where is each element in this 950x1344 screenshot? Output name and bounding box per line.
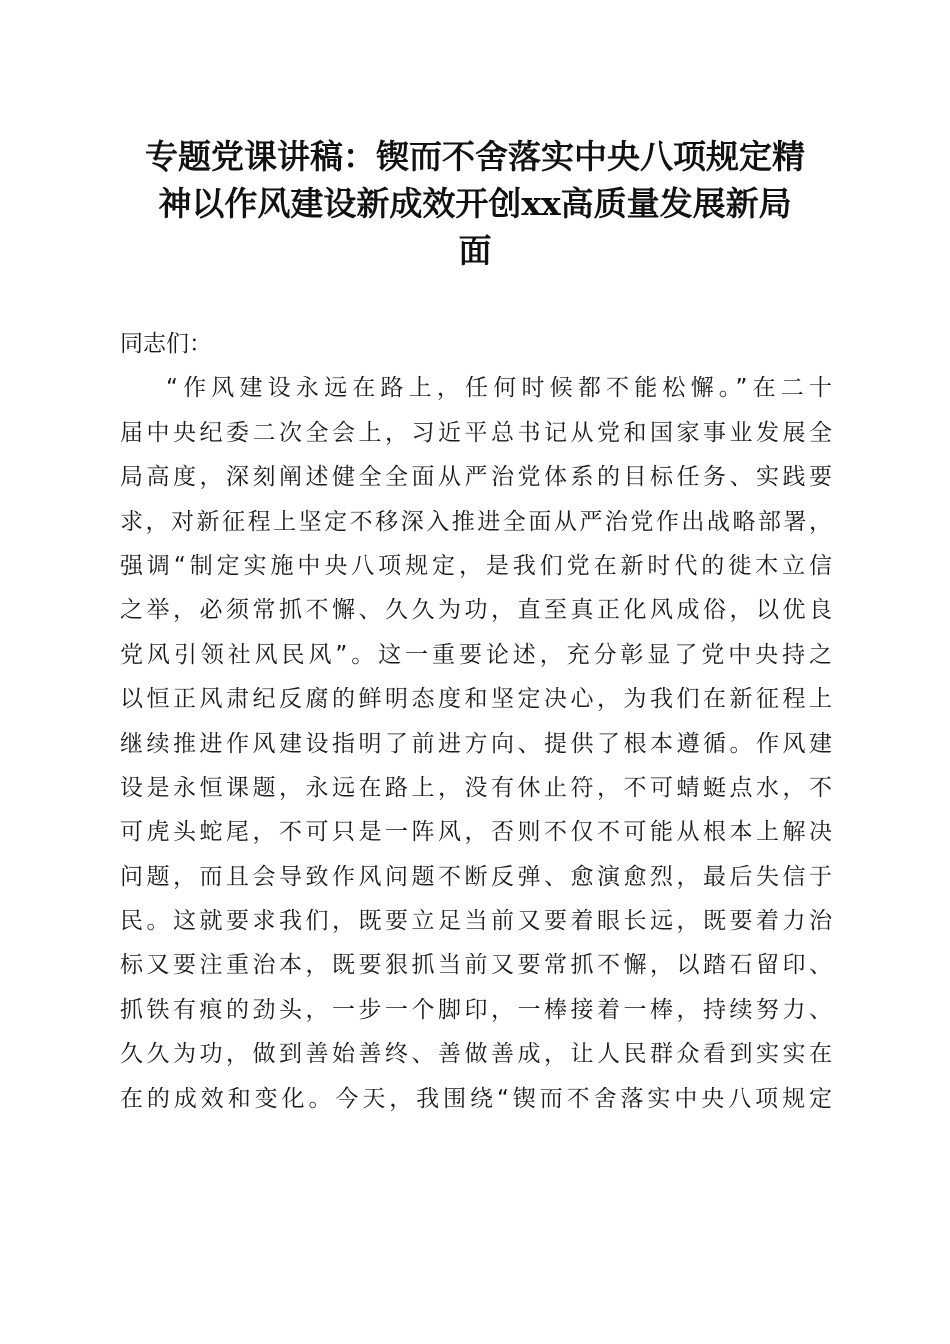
paragraph-line: 局高度，深刻阐述健全全面从严治党体系的目标任务、实践要 — [120, 464, 832, 491]
salutation: 同志们： — [120, 331, 212, 357]
paragraph-line: 之举，必须常抓不懈、久久为功，直至真正化风成俗，以优良 — [120, 597, 832, 624]
paragraph-line: 在的成效和变化。今天，我围绕“锲而不舍落实中央八项规定 — [120, 1085, 832, 1112]
title-line: 专题党课讲稿：锲而不舍落实中央八项规定精 — [145, 137, 805, 176]
title-line: 面 — [458, 231, 492, 270]
paragraph-line: 继续推进作风建设指明了前进方向、提供了根本遵循。作风建 — [120, 730, 832, 757]
paragraph-line: “作风建设永远在路上，任何时候都不能松懈。”在二十 — [166, 375, 832, 402]
paragraph-line: 设是永恒课题，永远在路上，没有休止符，不可蜻蜓点水，不 — [120, 774, 832, 801]
paragraph-line: 强调“制定实施中央八项规定，是我们党在新时代的徙木立信 — [120, 552, 832, 579]
paragraph-line: 抓铁有痕的劲头，一步一个脚印，一棒接着一棒，持续努力、 — [120, 996, 832, 1023]
document-body — [120, 322, 832, 1121]
paragraph-line: 民。这就要求我们，既要立足当前又要着眼长远，既要着力治 — [120, 908, 832, 935]
paragraph-line: 久久为功，做到善始善终、善做善成，让人民群众看到实实在 — [120, 1041, 832, 1068]
paragraph-line: 求，对新征程上坚定不移深入推进全面从严治党作出战略部署， — [120, 508, 832, 535]
document-title — [108, 133, 842, 274]
paragraph-line: 党风引领社风民风”。这一重要论述，充分彰显了党中央持之 — [120, 641, 832, 668]
paragraph-line: 届中央纪委二次全会上，习近平总书记从党和国家事业发展全 — [120, 419, 832, 446]
paragraph-line: 标又要注重治本，既要狠抓当前又要常抓不懈，以踏石留印、 — [120, 952, 832, 979]
paragraph-line: 可虎头蛇尾，不可只是一阵风，否则不仅不可能从根本上解决 — [120, 819, 832, 846]
paragraph-line: 问题，而且会导致作风问题不断反弹、愈演愈烈，最后失信于 — [120, 863, 832, 890]
paragraph-line: 以恒正风肃纪反腐的鲜明态度和坚定决心，为我们在新征程上 — [120, 686, 832, 713]
title-line: 神以作风建设新成效开创xx高质量发展新局 — [158, 184, 792, 223]
